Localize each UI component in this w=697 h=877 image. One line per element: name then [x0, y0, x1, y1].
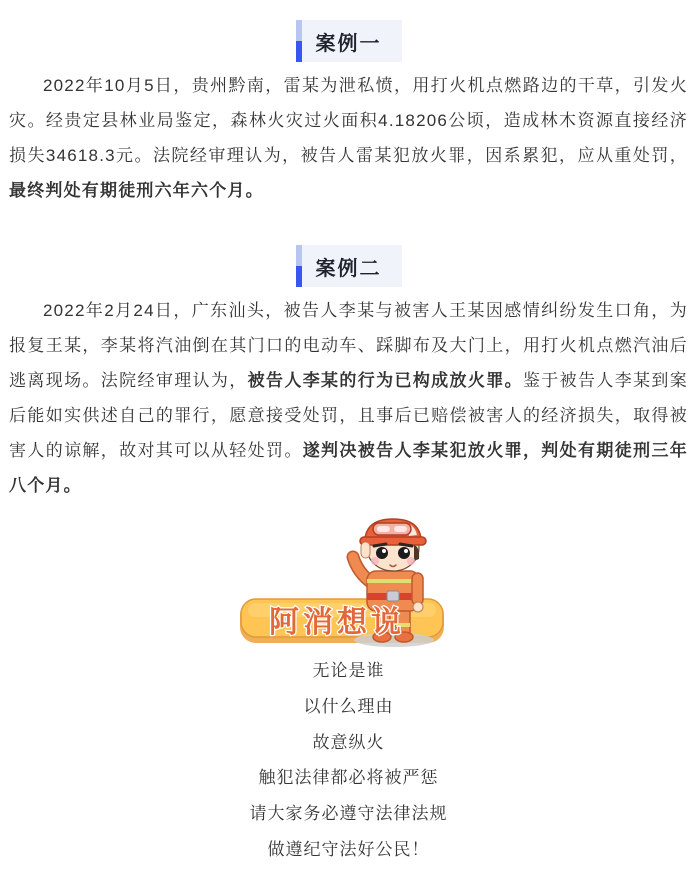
closing-line: 做遵纪守法好公民！ — [267, 839, 430, 859]
closing-line: 故意纵火 — [312, 732, 385, 752]
case2-text-normal-1: 2022年2月24日，广东汕头，被告人李某与被害人王某因感情纠纷发生口角，为报复王某，李某将汽油倒在其门口的电动车、踩脚布及大门上，用打火机点燃汽油后逃离现场。法院经审理认为， — [9, 301, 688, 391]
case2-tag-label: 案例二 — [315, 257, 382, 280]
case1-paragraph — [9, 68, 688, 208]
closing-line: 以什么理由 — [303, 696, 394, 716]
case-section-2 — [9, 245, 688, 503]
case2-paragraph — [9, 293, 688, 503]
case-tag-accent-bar — [296, 245, 302, 287]
case-tag-accent-bar — [296, 20, 302, 62]
case1-tag — [296, 20, 402, 62]
case1-tag-label: 案例一 — [315, 32, 382, 55]
case-section-1 — [9, 20, 688, 208]
case2-tag — [296, 245, 402, 287]
closing-message — [9, 653, 688, 867]
firefighter-mascot-illustration — [234, 515, 464, 651]
case2-text-normal-2: 鉴于被告人李某到案后能如实供述自己的罪行，愿意接受处罚，且事后已赔偿被害人的经济损失，取得被害人的谅解，故对其可以从轻处罚。 — [9, 371, 688, 461]
case1-text-normal: 2022年10月5日，贵州黔南，雷某为泄私愤，用打火机点燃路边的干草，引发火灾。经贵定县林业局鉴定，森林火灾过火面积4.18206公顷，造成林木资源直接经济损失34618.3元。法院经审理认为，被告人雷某犯放火罪，因系累犯，应从重处罚， — [9, 76, 688, 166]
banner-label: 阿消想说 — [268, 606, 405, 640]
closing-line: 无论是谁 — [312, 661, 385, 681]
closing-line: 触犯法律都必将被严惩 — [258, 768, 439, 788]
case2-text-verdict: 遂判决被告人李某犯放火罪，判处有期徒刑三年八个月。 — [9, 441, 688, 496]
case2-text-crime: 被告人李某的行为已构成放火罪。 — [247, 371, 523, 391]
closing-line: 请大家务必遵守法律法规 — [249, 803, 448, 823]
case1-text-verdict: 最终判处有期徒刑六年六个月。 — [9, 181, 264, 201]
